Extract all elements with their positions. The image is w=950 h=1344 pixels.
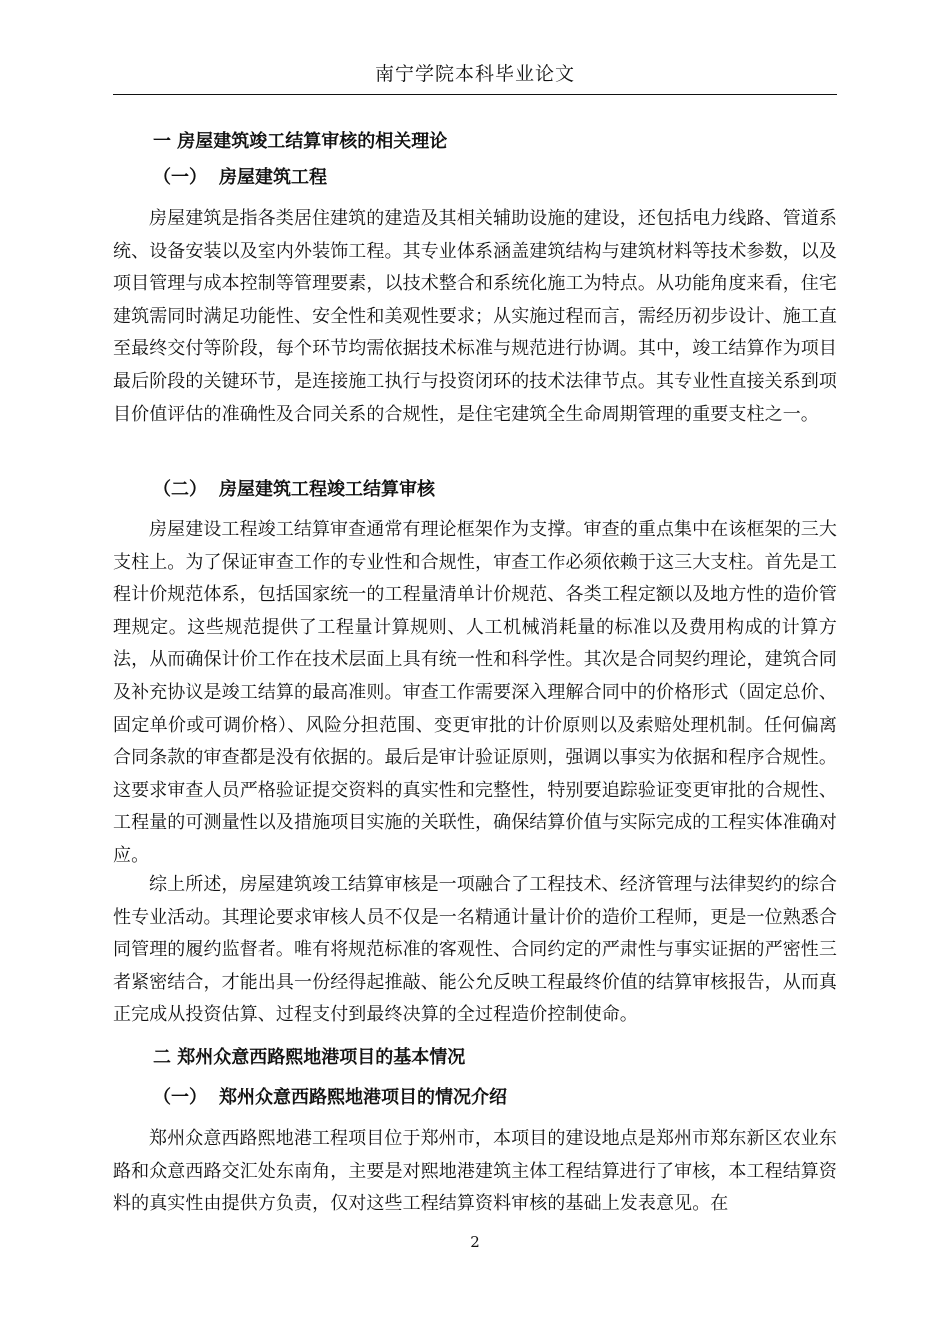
subsection-1-2-title: 房屋建筑工程竣工结算审核	[219, 479, 435, 500]
section-1-heading: 一 房屋建筑竣工结算审核的相关理论	[153, 131, 448, 152]
paragraph-3: 综上所述，房屋建筑竣工结算审核是一项融合了工程技术、经济管理与法律契约的综合性专业活动。其理论要求审核人员不仅是一名精通计量计价的造价工程师，更是一位熟悉合同管理的履约监督者。唯有将规范标准的客观性、合同约定的严肃性与事实证据的严密性三者紧密结合，才能出具一份经得起推敲、能公允反映工程最终价值的结算审核报告，从而真正完成从投资估算、过程支付到最终决算的全过程造价控制使命。	[113, 874, 837, 1026]
subsection-1-1-number: （一）	[153, 167, 207, 188]
subsection-1-1-heading	[153, 166, 327, 190]
subsection-1-1-title: 房屋建筑工程	[219, 167, 327, 188]
running-header: 南宁学院本科毕业论文	[374, 63, 575, 85]
paragraph-1: 房屋建筑是指各类居住建筑的建造及其相关辅助设施的建设，还包括电力线路、管道系统、设备安装以及室内外装饰工程。其专业体系涵盖建筑结构与建筑材料等技术参数，以及项目管理与成本控制等管理要素，以技术整合和系统化施工为特点。从功能角度来看，住宅建筑需同时满足功能性、安全性和美观性要求；从实施过程而言，需经历初步设计、施工直至最终交付等阶段，每个环节均需依据技术标准与规范进行协调。其中，竣工结算作为项目最后阶段的关键环节，是连接施工执行与投资闭环的技术法律节点。其专业性直接关系到项目价值评估的准确性及合同关系的合规性，是住宅建筑全生命周期管理的重要支柱之一。	[113, 208, 837, 425]
paragraph-4: 郑州众意西路熙地港工程项目位于郑州市，本项目的建设地点是郑州市郑东新区农业东路和众意西路交汇处东南角，主要是对熙地港建筑主体工程结算进行了审核，本工程结算资料的真实性由提供方负责，仅对这些工程结算资料审核的基础上发表意见。在	[113, 1128, 837, 1215]
header-rule	[113, 94, 837, 95]
page-number: 2	[470, 1233, 480, 1251]
subsection-1-2-heading	[153, 478, 435, 502]
subsection-2-1-title: 郑州众意西路熙地港项目的情况介绍	[219, 1087, 507, 1108]
paragraph-2: 房屋建设工程竣工结算审查通常有理论框架作为支撑。审查的重点集中在该框架的三大支柱上。为了保证审查工作的专业性和合规性，审查工作必须依赖于这三大支柱。首先是工程计价规范体系，包括国家统一的工程量清单计价规范、各类工程定额以及地方性的造价管理规定。这些规范提供了工程量计算规则、人工机械消耗量的标准以及费用构成的计算方法，从而确保计价工作在技术层面上具有统一性和科学性。其次是合同契约理论，建筑合同及补充协议是竣工结算的最高准则。审查工作需要深入理解合同中的价格形式（固定总价、固定单价或可调价格）、风险分担范围、变更审批的计价原则以及索赔处理机制。任何偏离合同条款的审查都是没有依据的。最后是审计验证原则，强调以事实为依据和程序合规性。这要求审查人员严格验证提交资料的真实性和完整性，特别要追踪验证变更审批的合规性、工程量的可测量性以及措施项目实施的关联性，确保结算价值与实际完成的工程实体准确对应。	[113, 519, 837, 866]
subsection-2-1-heading	[153, 1086, 507, 1110]
subsection-2-1-number: （一）	[153, 1087, 207, 1108]
subsection-1-2-number: （二）	[153, 479, 207, 500]
section-2-heading: 二 郑州众意西路熙地港项目的基本情况	[153, 1047, 466, 1068]
